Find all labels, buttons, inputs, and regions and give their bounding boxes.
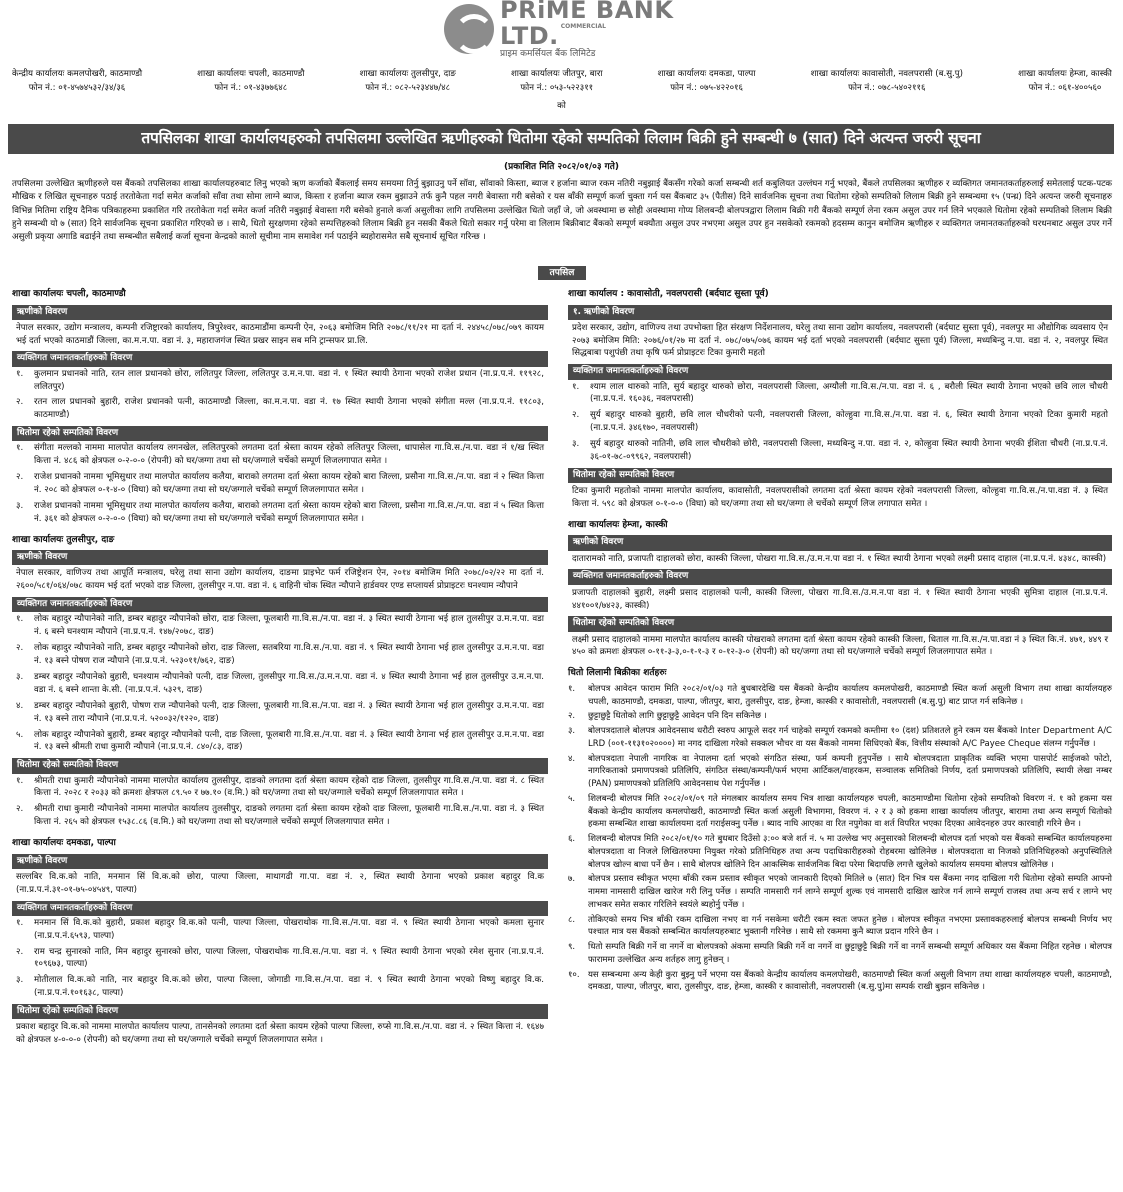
tapsil-label: तपसिल — [538, 266, 586, 280]
section-head: धितोमा रहेको सम्पतिको विवरण — [12, 758, 548, 773]
collateral-detail: टिका कुमारी महतोको नाममा मालपोत कार्यालय, कावासोती, नवलपरासीको लगतमा दर्ता श्रेस्ता कायम रहेको नवलपरासी जिल्ला, कोल्हुवा गा.वि.स./न.पा.वडा नं. ३ स्थित कित्ता नं. ५९८ को क्षेत्रफल ०-१-०-० (विघा) को घर/जग्गा तथा सो घर/जग्गा ले चर्चेको सम्पूर्ण लिज लगापात समेत । — [572, 486, 1108, 509]
section-head: ऋणीको विवरण — [12, 305, 548, 320]
list-item: १. मनमान सिं वि.क.को बुहारी, प्रकाश बहादुर वि.क.को पत्नी, पाल्पा जिल्ला, पोखराथोक गा.वि.स./न.पा. वडा नं. ९ स्थित स्थायी ठेगाना भएको कमला सुनार (ना.प्र.प.नं.६५९३, पाल्पा) — [16, 917, 544, 941]
section-head: व्यक्तिगत जमानतकर्ताहरुको विवरण — [568, 364, 1112, 379]
office-item: शाखा कार्यालयः हेम्जा, कास्की फोन नं.: ०६१-४००५६० — [1018, 69, 1112, 93]
collateral-detail: प्रकाश बहादुर वि.क.को नाममा मालपोत कार्यालय पाल्पा, तानसेनको लगतमा दर्ता श्रेस्ता कायम रहेको पाल्पा जिल्ला, रुप्से गा.वि.स./न.पा. वडा नं. २ स्थित कित्ता नं. १६४७ को क्षेत्रफल ४-०-०-० (रोपनी) को घर/जग्गा तथा सो घर/जग्गाले चर्चेको सम्पूर्ण लिजलगापात समेत । — [16, 1022, 544, 1046]
borrower-detail: प्रदेश सरकार, उद्योग, वाणिज्य तथा उपभोक्ता हित संरक्षण निर्देशनालय, घरेलु तथा साना उद्योग कार्यालय, नवलपरासी (बर्दघाट सुस्ता पूर्व), नवलपुर मा औद्योगिक व्यवसाय ऐन २०७३ बमोजिम मिति: २०७६/०१/२७ मा दर्ता नं. ०७८/०७५/०७६ कायम भई दर्ता भएको नवलपरासी (बर्दघाट सुस्ता पूर्व) जिल्ला, मध्यबिन्दु न.पा. वडा नं. २, नवलपुर स्थित सिद्धबाबा पशुपंछी तथा कृषि फर्म प्रोप्राइटरः टिका कुमारी महतो — [572, 322, 1108, 359]
condition-item: १०. यस सम्बन्धमा अन्य केही कुरा बुझ्नु पर्ने भएमा यस बैंकको केन्द्रीय कार्यालय कमलपोखरी, काठमाण्डौ स्थित कर्जा असुली विभाग तथा शाखा कार्यालयहरु चपली, काठमाण्डौ, दमकडा, पाल्पा, जीतपुर, बारा, तुलसीपुर, दाङ, हेम्जा, कास्की र कावासोती, नवलपरासी (ब.सु.पु)मा सम्पर्क राखी बुझन सकिनेछ । — [568, 969, 1112, 993]
conditions-title: धितो लिलामी बिक्रीका शर्तहरुः — [568, 668, 667, 679]
branch-title-hemja: शाखा कार्यालयः हेम्जा, कास्की — [568, 519, 668, 530]
section-head: व्यक्तिगत जमानतकर्ताहरुको विवरण — [12, 597, 548, 612]
list-item: ३. सुर्य बहादुर थारुको नातिनी, छवि लाल चौधरीको छोरी, नवलपरासी जिल्ला, मध्यबिन्दु न.पा. वडा नं. २, कोल्हुवा स्थित स्थायी ठेगाना भएकी ईशिता चौधरी (ना.प्र.प.नं. ३६-०१-७८-०९९६२, नवलपरासी) — [572, 439, 1108, 462]
office-item: शाखा कार्यालयः जीतपुर, बारा फोन नं.: ०५३-५२२३११ — [510, 69, 603, 93]
borrower-detail: नेपाल सरकार, वाणिज्य तथा आपूर्ति मन्त्रालय, घरेलु तथा साना उद्योग कार्यालय, दाङमा प्राइभेट फर्म रजिष्ट्रेशन ऐन, २०१४ बमोजिम मिति २०७८/०२/२२ मा दर्ता नं. २६००/५८१/०६४/०७८ कायम भई दर्ता भएको दाङ जिल्ला, तुलसीपुर न.पा. वडा नं. ६ वाहिनी चोक स्थित न्यौपाने हार्डवयर एण्ड सप्लायर्स प्रोप्राइटरः घनश्याम न्यौपाने — [16, 568, 544, 592]
branch-title-kawasoti: शाखा कार्यालय : कावासोती, नवलपरासी (बर्दघाट सुस्ता पूर्व) — [568, 289, 769, 299]
notice-banner: तपसिलका शाखा कार्यालयहरुको तपसिलमा उल्लेखित ऋणीहरुको धितोमा रहेको सम्पतिको लिलाम बिक्री हुने सम्बन्धी ७ (सात) दिने अत्यन्त जरुरी सूचना — [8, 124, 1114, 154]
publish-date: (प्रकाशित मिति २०८२/०१/०३ गते) — [504, 162, 619, 172]
borrower-detail: सल्लबिर वि.क.को नाति, मनमान सिं वि.क.को छोरा, पाल्पा जिल्ला, माथागढी गा.पा. वडा नं. २, स्थित स्थायी ठेगाना भएको प्रकाश बहादुर वि.क (ना.प्र.प.नं.३१-०१-७५-०४५४९, पाल्पा) — [16, 871, 544, 895]
list-item: २. राम चन्द्र सुनारको नाति, मिन बहादुर सुनारको छोरा, पाल्पा जिल्ला, पोखराथोक गा.वि.स./न.पा. वडा नं. ९ स्थित स्थायी ठेगाना भएको रमेश सुनार (ना.प्र.प.नं. १०९६७३, पाल्पा) — [16, 946, 544, 970]
section-head: व्यक्तिगत जमानतकर्ताहरुको विवरण — [12, 351, 548, 366]
list-item: २. राजेश प्रधानको नाममा भूमिसुधार तथा मालपोत कार्यालय कलैया, बाराको लगतमा दर्ता श्रेस्ता कायम रहेको बारा जिल्ला, प्रसौना गा.वि.स./न.पा. वडा नं २ स्थित कित्ता नं. २०८ को क्षेत्रफल ०-१-४-० (विघा) को घर/जग्गा तथा सो घर/जग्गाले चर्चेको सम्पूर्ण लिजलगापात समेत । — [16, 472, 544, 496]
section-head: १. ऋणीको विवरण — [568, 305, 1112, 320]
section-head: ऋणीको विवरण — [568, 535, 1112, 550]
office-item: केन्द्रीय कार्यालयः कमलपोखरी, काठमाण्डौ फोन नं.: ०१-४५७४५३२/३४/३६ — [12, 69, 143, 93]
condition-item: ५. शिलबन्दी बोलपत्र मिति २०८२/०१/०९ गते मंगलबार कार्यालय समय भित्र शाखा कार्यालयहरु चपली, काठमाण्डौमा धितोमा रहेको सम्पतिको विवरण नं. १ को हकमा यस बैंकको केन्द्रीय कार्यालय कमलपोखरी, काठमाण्डौ स्थित कर्जा असुली विभागमा, विवरण नं. २ र ३ को हकमा शाखा कार्यालय जीतपुर, बारामा तथा अन्य सम्पूर्ण धितोको हकमा सम्बन्धित शाखा कार्यालयमा दर्ता गराईसक्नु पर्नेछ । ब्याद नाघि आएका वा रित नपुगेका वा शर्त विपरित भएका दिएका आवेदनहरु उपर कारवाही गरिने छैन । — [568, 793, 1112, 830]
list-item: ३. डम्बर बहादुर न्यौपानेको बुहारी, घनश्याम न्यौपानेको पत्नी, दाङ जिल्ला, तुलसीपुर गा.वि.स./उ.म.न.पा. वडा नं. ४ स्थित स्थायी ठेगाना भई हाल तुलसीपुर उ.म.न.पा. वडा नं. ६ बस्ने शान्ता के.सी. (ना.प्र.प.नं. ५३२९, दाङ) — [16, 671, 544, 695]
right-column — [568, 288, 1112, 996]
condition-item: २. छुट्टाछुट्टै धितोको लागि छुट्टाछुट्टै आवेदन पनि दिन सकिनेछ । — [568, 711, 767, 722]
condition-item: ९. धितो सम्पति बिक्री गर्ने वा नगर्ने वा बोलपत्रको अंकमा सम्पति बिक्री गर्ने वा नगर्ने वा छुट्टाछुट्टै बिक्री गर्ने वा नगर्ने सम्बन्धी सम्पूर्ण अधिकार यस बैंकमा निहित रहनेछ । बोलपत्र फाराममा उल्लेखित अन्य शर्तहरु लागु हुनेछन् । — [568, 942, 1112, 965]
office-item: शाखा कार्यालयः चपली, काठमाण्डौ फोन नं.: ०१-४३७७६४८ — [197, 69, 305, 93]
office-list — [12, 68, 1112, 96]
section-head: व्यक्तिगत जमानतकर्ताहरुको विवरण — [12, 901, 548, 916]
bank-name-en: PRiME BANK LTD. $^{COMMERCIAL}$ — [500, 0, 674, 50]
list-item: ३. मोतीलाल वि.क.को नाति, नार बहादुर वि.क.को छोरा, पाल्पा जिल्ला, जोगाडी गा.वि.स./न.पा. वडा नं. ९ स्थित स्थायी ठेगाना भएको विष्णु बहादुर वि.क. (ना.प्र.प.नं.१०१६३८, पाल्पा) — [16, 975, 544, 999]
list-item: २. सुर्य बहादुर थारुको बुहारी, छवि लाल चौधरीको पत्नी, नवलपरासी जिल्ला, कोल्हुवा गा.वि.स./न.पा. वडा नं. ६, स्थित स्थायी ठेगाना भएको टिका कुमारी महतो (ना.प्र.प.नं. ३४६१७०, नवलपरासी) — [572, 410, 1108, 434]
office-item: शाखा कार्यालयः दमकडा, पाल्पा फोन नं.: ०७५-४२२०१६ — [657, 69, 756, 93]
condition-item: १. बोलपत्र आवेदन फाराम मिति २०८२/०१/०३ गते बुधबारदेखि यस बैंकको केन्द्रीय कार्यालय कमलपोखरी, काठमाण्डौ स्थित कर्जा असुली विभाग तथा शाखा कार्यालयहरु चपली, काठमाण्डौ, दमकडा, पाल्पा, जीतपुर, बारा, तुलसीपुर, दाङ, हेम्जा, कास्की र कावासोती, नवलपरासी (ब.सु.पु) बाट प्राप्त गर्न सकिनेछ । — [568, 683, 1112, 707]
list-item: १. श्रीमती राधा कुमारी न्यौपानेको नाममा मालपोत कार्यालय तुलसीपुर, दाङको लगतमा दर्ता श्रेस्ता कायम रहेको दाङ जिल्ला, तुलसीपुर गा.वि.स./न.पा. वडा नं. ८ स्थित कित्ता नं. २०२८ र २०३३ को क्रमशः क्षेत्रफल ८९.५० र ७७.१० (व.मि.) को घर/जग्गा तथा सो घर/जग्गाले चर्चेको सम्पूर्ण लिजलगापात समेत । — [16, 775, 544, 799]
section-head: धितोमा रहेको सम्पतिको विवरण — [568, 468, 1112, 483]
borrower-detail: नेपाल सरकार, उद्योग मन्त्रालय, कम्पनी रजिष्ट्रारको कार्यालय, त्रिपुरेश्वर, काठमाडौंमा कम्पनी ऐन, २०६३ बमोजिम मिति २०७८/११/२१ मा दर्ता नं. २४४५८/०७८/०७९ कायम भई दर्ता भएको काठमाडौं जिल्ला, का.म.न.पा. वडा नं. ३, महाराजगंज स्थित प्रखर साइन सब मनि ट्रान्सफर प्रा.लि. — [16, 322, 544, 346]
list-item: १. लोक बहादुर न्यौपानेको नाति, डम्बर बहादुर न्यौपानेको छोरा, दाङ जिल्ला, फूलबारी गा.वि.स./न.पा. वडा नं. ३ स्थित स्थायी ठेगाना भई हाल तुलसीपुर उ.म.न.पा. वडा नं. ६ बस्ने घनश्याम न्यौपाने (ना.प्र.प.नं. १४७/२०७८, दाङ) — [16, 614, 544, 638]
branch-title-chapali: शाखा कार्यालयः चपली, काठमाण्डौ — [12, 289, 126, 299]
branch-title-damkada: शाखा कार्यालयः दमकडा, पाल्पा — [12, 838, 116, 849]
list-item: ५. लोक बहादुर न्यौपानेको बुहारी, डम्बर बहादुर न्यौपानेको पत्नी, दाङ जिल्ला, फूलबारी गा.वि.स./न.पा. वडा नं. ३ स्थित स्थायी ठेगाना भई हाल तुलसीपुर उ.म.न.पा. वडा नं. १३ बस्ने श्रीमती राधा कुमारी न्यौपाने (ना.प्र.प.नं. ८४०/८३, दाङ) — [16, 729, 544, 753]
section-head: ऋणीको विवरण — [12, 550, 548, 565]
list-item: ४. डम्बर बहादुर न्यौपानेको बुहारी, पोषण राज न्यौपानेको पत्नी, दाङ जिल्ला, फूलबारी गा.वि.स./न.पा. वडा नं. ३ स्थित स्थायी ठेगाना भई हाल तुलसीपुर उ.म.न.पा. वडा नं. १३ बस्ने तारा न्यौपाने (ना.प्र.प.नं. ५२००३२/१२२०, दाङ) — [16, 700, 544, 724]
office-item: शाखा कार्यालयः कावासोती, नवलपरासी (ब.सु.पु) फोन नं.: ०७८-५४०२११६ — [810, 69, 963, 93]
bank-name-np: प्राइम कमर्सियल बैंक लिमिटेड — [500, 48, 596, 59]
collateral-detail: लक्ष्मी प्रसाद दाहालको नाममा मालपोत कार्यालय कास्की पोखराको लगतमा दर्ता श्रेस्ता कायम रहेको कास्की जिल्ला, धिताल गा.वि.स./न.पा.वडा नं ३ स्थित कि.नं. ४७१, ४४९ र ४५० को क्रमशः क्षेत्रफल ०-११-३-३,०-१-१-३ र ०-१२-३-० (रोपनी) को घर/जग्गा तथा सो घर/जग्गाले चर्चेको सम्पूर्ण लिजलगापात समेत । — [572, 634, 1108, 658]
bank-logo — [444, 0, 682, 59]
section-head: धितोमा रहेको सम्पतिको विवरण — [12, 1004, 548, 1019]
section-head: धितोमा रहेको सम्पतिको विवरण — [568, 616, 1112, 631]
section-head: ऋणीको विवरण — [12, 854, 548, 869]
list-item: १. श्याम लाल थारुको नाति, सुर्य बहादुर थारुको छोरा, नवलपरासी जिल्ला, अग्यौली गा.वि.स./न.पा. वडा नं. ६ , बरौली स्थित स्थायी ठेगाना भएको छवि लाल चौधरी (ना.प्र.प.नं. १६०३६, नवलपरासी) — [572, 381, 1108, 405]
list-item: १. संगीता मल्लको नाममा मालपोत कार्यालय लगनखेल, ललितपुरको लगतमा दर्ता श्रेस्ता कायम रहेको ललितपुर जिल्ला, धापासेल गा.वि.स./न.पा. वडा नं १/ख स्थित कित्ता नं. ४८६ को क्षेत्रफल ०-२-०-० (रोपनी) को घर/जग्गा तथा सो घर/जग्गाले चर्चेको सम्पूर्ण लिजलगापात समेत । — [16, 443, 544, 467]
bank-logo-icon — [444, 4, 494, 54]
list-item: २. रतन लाल प्रधानको बुहारी, राजेश प्रधानको पत्नी, काठमाण्डौ जिल्ला, का.म.न.पा. वडा नं. १७ स्थित स्थायी ठेगाना भएको संगीता मल्ल (ना.प्र.प.नं. ११८०३, काठमाण्डौ) — [16, 397, 544, 421]
list-item: २. लोक बहादुर न्यौपानेको नाति, डम्बर बहादुर न्यौपानेको छोरा, दाङ जिल्ला, सतबरिया गा.वि.स./न.पा. वडा नं. ९ स्थित स्थायी ठेगाना भई हाल तुलसीपुर उ.म.न.पा. वडा नं. १३ बस्ने पोषण राज न्यौपाने (ना.प्र.प.नं. ५२३०११/७६२, दाङ) — [16, 643, 544, 667]
left-column — [12, 288, 548, 1049]
borrower-detail: दातारामको नाति, प्रजापती दाहालको छोरा, कास्की जिल्ला, पोखरा गा.वि.स./उ.म.न.पा वडा नं. १ स्थित स्थायी ठेगाना भएको लक्ष्मी प्रसाद दाहाल (ना.प्र.प.नं. ४३४८, कास्की) — [572, 553, 1107, 564]
condition-item: ८. तोकिएको समय भित्र बाँकी रकम दाखिला नभए वा गर्न नसकेमा धरौटी रकम स्वतः जफत हुनेछ । बोलपत्र स्वीकृत नभएमा प्रस्तावकहरुलाई बोलपत्र सम्बन्धी निर्णय भए पश्चात मात्र यस बैंकको सम्बन्धित कार्यालयहरुबाट भुक्तानी गरिनेछ । साथै सो रकममा कुनै ब्याज प्रदान गरिने छैन । — [568, 914, 1112, 938]
office-item: शाखा कार्यालयः तुलसीपुर, दाङ फोन नं.: ०८२-५२३४४७/४८ — [359, 69, 456, 93]
guarantor-detail: प्रजापती दाहालको बुहारी, लक्ष्मी प्रसाद दाहालको पत्नी, कास्की जिल्ला, पोखरा गा.वि.स./उ.म.न.पा वडा नं. १ स्थित स्थायी ठेगाना भएकी सुमित्रा दाहाल (ना.प्र.प.नं. ४४१००१/७४२३, कास्की) — [572, 587, 1108, 611]
condition-item: ६. शिलबन्दी बोलपत्र मिति २०८२/०१/१० गते बुधबार दिउँसो ३:०० बजे शर्त नं. ५ मा उल्लेख भए अनुसारको शिलबन्दी बोलपत्र दर्ता भएको यस बैंकको सम्बन्धित कार्यालयहरुमा बोलपत्रदाता वा निजले लिखितरुपमा नियुक्त गरेको प्रतिनिधिहरु तथा अन्य पदाधिकारीहरुको रोहबरमा खोलिनेछ । बोलपत्रदाता वा निजको प्रतिनिधिहरुको अनुपस्थितिले बोलपत्र खोल्न बाधा पर्ने छैन । साथै बोलपत्र खोलिने दिन आकस्मिक सार्वजनिक बिदा परेमा बिदापछि लगत्तै खुलेको कार्यालय समयमा बोलपत्र खोलिनेछ । — [568, 834, 1112, 870]
section-head: व्यक्तिगत जमानतकर्ताहरुको विवरण — [568, 569, 1112, 584]
list-item: ३. राजेश प्रधानको नाममा भूमिसुधार तथा मालपोत कार्यालय कलैया, बाराको लगतमा दर्ता श्रेस्ता कायम रहेको बारा जिल्ला, प्रसौना गा.वि.स./न.पा. वडा नं ५ स्थित कित्ता नं. ३६१ को क्षेत्रफल ०-२-०-० (विघा) को घर/जग्गा तथा सो घर/जग्गाले चर्चेको सम्पूर्ण लिजलगापात समेत । — [16, 500, 544, 524]
list-item: १. कुलमान प्रधानको नाति, रतन लाल प्रधानको छोरा, ललितपुर जिल्ला, ललितपुर उ.म.न.पा. वडा नं. १ स्थित स्थायी ठेगाना भएको राजेश प्रधान (ना.प्र.प.नं. ११९२८, ललितपुर) — [16, 368, 544, 392]
list-item: २. श्रीमती राधा कुमारी न्यौपानेको नाममा मालपोत कार्यालय तुलसीपुर, दाङको लगतमा दर्ता श्रेस्ता कायम रहेको दाङ जिल्ला, फूलबारी गा.वि.स./न.पा. वडा नं. ३ स्थित कित्ता नं. २६५ को क्षेत्रफल १५३८.८६ (व.मि.) को घर/जग्गा तथा सो घर/जग्गाले चर्चेको सम्पूर्ण लिजलगापात समेत । — [16, 804, 544, 828]
condition-item: ४. बोलपत्रदाता नेपाली नागरिक वा नेपालमा दर्ता भएको संगठित संस्था, फर्म कम्पनी हुनुपर्नेछ । साथै बोलपत्रदाता प्राकृतिक व्यक्ति भएमा पासपोर्ट साईजको फोटो, नागरिकताको प्रमाणपत्रको प्रतिलिपि, संगठित संस्था/कम्पनी/फर्म भएमा आर्टिकल/वाहरकम, सञ्चालक समितिको निर्णय, दर्ता प्रमाणपत्रको प्रतिलिपि, स्थायी लेखा नम्बर (PAN) प्रमाणपत्रको प्रतिलिपि आवेदनसाथ पेश गर्नुपर्नेछ । — [568, 753, 1112, 790]
ko-connector: को — [557, 101, 566, 111]
condition-item: ३. बोलपत्रदाताले बोलपत्र आवेदनसाथ धरौटी स्वरुप आफूले सदर गर्न चाहेको सम्पूर्ण रकमको कम्तीमा १० (दश) प्रतिशतले हुने रकम यस बैंकको Inter Department A/C LRD (००१-११३१०२००००) मा नगद दाखिला गरेको सक्कल भौचर वा यस बैंकको नाममा सिधिएको बैंक, वित्तीय संस्थाको A/C Payee Cheque संलग्न गर्नुपर्नेछ । — [568, 726, 1112, 749]
section-head: धितोमा रहेको सम्पतिको विवरण — [12, 426, 548, 441]
condition-item: ७. बोलपत्र प्रस्ताव स्वीकृत भएमा बाँकी रकम प्रस्ताव स्वीकृत भएको जानकारी दिएको मितिले ७ (सात) दिन भित्र यस बैंकमा नगद दाखिला गरी धितोमा रहेको सम्पति आफ्नो नाममा नामसारी दाखिल खारेज गरी लिनु पर्नेछ । सम्पति नामसारी गर्न लाग्ने सम्पूर्ण शुल्क एवं नामसारी दाखिल खारेज गर्न लाग्ने सम्पूर्ण राजस्व तथा अन्य सर्च र लाग्ने भए लाभकर समेत सकार गरिलिने स्वयंले ब्यहोर्नु पर्नेछ । — [568, 874, 1112, 910]
intro-paragraph: तपसिलमा उल्लेखित ऋणीहरुले यस बैंकको तपसिलका शाखा कार्यालयहरुबाट लिनु भएको ऋण कर्जाको बैंकलाई समय समयमा तिर्नु बुझाउनु पर्ने सॉवा, सॉवाको किस्ता, ब्याज र हर्जाना ब्याज रकम नतिरी नबुझाई बैंकसँग गरेको कर्जा सम्बन्धी शर्त कबुलियत उल्लंघन गर्नु भएको, बैंकले तपसिलका ऋणीहरु र व्यक्तिगत जमानतकर्ताहरुलाई समेतलाई पटक-पटक मौखिक र लिखित सूचनाहरु पठाई तरतोकेता गर्दा समेत कर्जाको साँवा तथा सोमा लाग्ने ब्याज, किस्ता र हर्जाना ब्याज रकम बुझाउने तर्फ कुनै पहल नगरी बेवास्ता गरी बसेको र यस बाँकी सम्पूर्ण कर्जा चुक्ता गर्न यस बैंकबाट ३५ (पैतीस) दिने सार्वजनिक सूचना तथा धितोमा रहेको सम्पतिको लिलाम बिक्री हुने सम्बन्धमा १५ (पन्ध्र) दिने अत्यन्त जरुरी सूचनाहरु विभिन्न मितिमा राष्ट्रिय दैनिक पत्रिकाहरुमा प्रकाशित गरि तरतोकेता गर्दा समेत कर्जा नतिरी नबुझाई बेवास्ता गरी बसेको हुनाले कर्जा असुलीका लागि तपसिलमा उल्लेखित धितो जहाँ जे, जो अवस्थामा छ सोही अवस्थामा गोप्य शिलबन्दी बोलपत्रद्वारा लिलाम बिक्री गरी बैंकको सम्पूर्ण लेना रकम असुल उपर गर्न लिने भएकाले धितोमा रहेको सम्पतिको लिलाम बिक्री हुने सम्बन्धी यो ७ (सात) दिने सार्वजनिक सूचना प्रकाशित गरिएको छ । साथै, धितो सुरक्षणमा रहेको सम्पत्तिहरुको लिलाम बिक्री हुन नसकी बैंकले धितो सकार गर्नु परेमा वा लिलाम बिक्रीबाट बैंकको सम्पूर्ण बक्यौता असुल उपर नभएमा असुल उपर हुन नसकेको रकमको हदसम्म कानुन बमोजिम ऋणीहरु र व्यक्तिगत जमानतकर्ताहरुको घरधनबाट असुल उपर गर्ने असुली प्रकृया अगाडि बढाईने तथा सम्बन्धीत सबैलाई कर्जा सूचना केन्द्रको कालो सूचीमा नाम समावेश गर्न पठाईने ब्यहोरासमेत सबै सूचनार्थ सूचित गरिन्छ । — [12, 179, 1113, 243]
branch-title-tulsipur: शाखा कार्यालयः तुलसीपुर, दाङ — [12, 534, 115, 545]
